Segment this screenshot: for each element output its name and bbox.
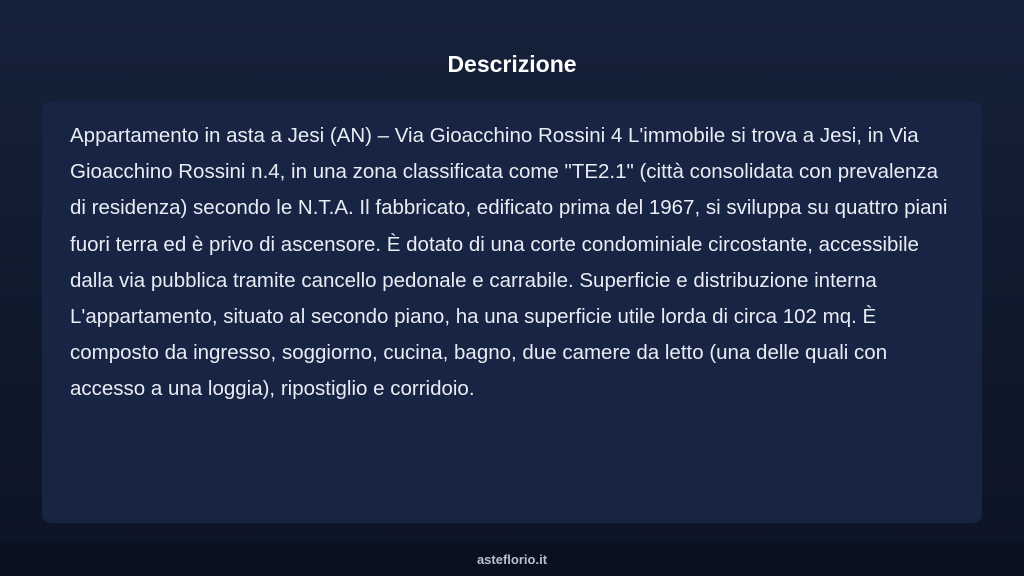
description-card	[42, 101, 982, 523]
footer-bar	[0, 543, 1024, 576]
description-text: Appartamento in asta a Jesi (AN) – Via Gioacchino Rossini 4 L'immobile si trova a Jesi, in Via Gioacchino Rossini n.4, in una zona classificata come "TE2.1" (città consolidata con prevalenza di residenza) secondo le N.T.A. Il fabbricato, edificato prima del 1967, si sviluppa su quattro piani fuori terra ed è privo di ascensore. È dotato di una corte condominiale circostante, accessibile dalla via pubblica tramite cancello pedonale e carrabile. Superficie e distribuzione interna L'appartamento, situato al secondo piano, ha una superficie utile lorda di circa 102 mq. È composto da ingresso, soggiorno, cucina, bagno, due camere da letto (una delle quali con accesso a una loggia), ripostiglio e corridoio.	[70, 124, 948, 401]
page-title: Descrizione	[447, 51, 577, 77]
footer-site-label: asteflorio.it	[476, 552, 548, 567]
